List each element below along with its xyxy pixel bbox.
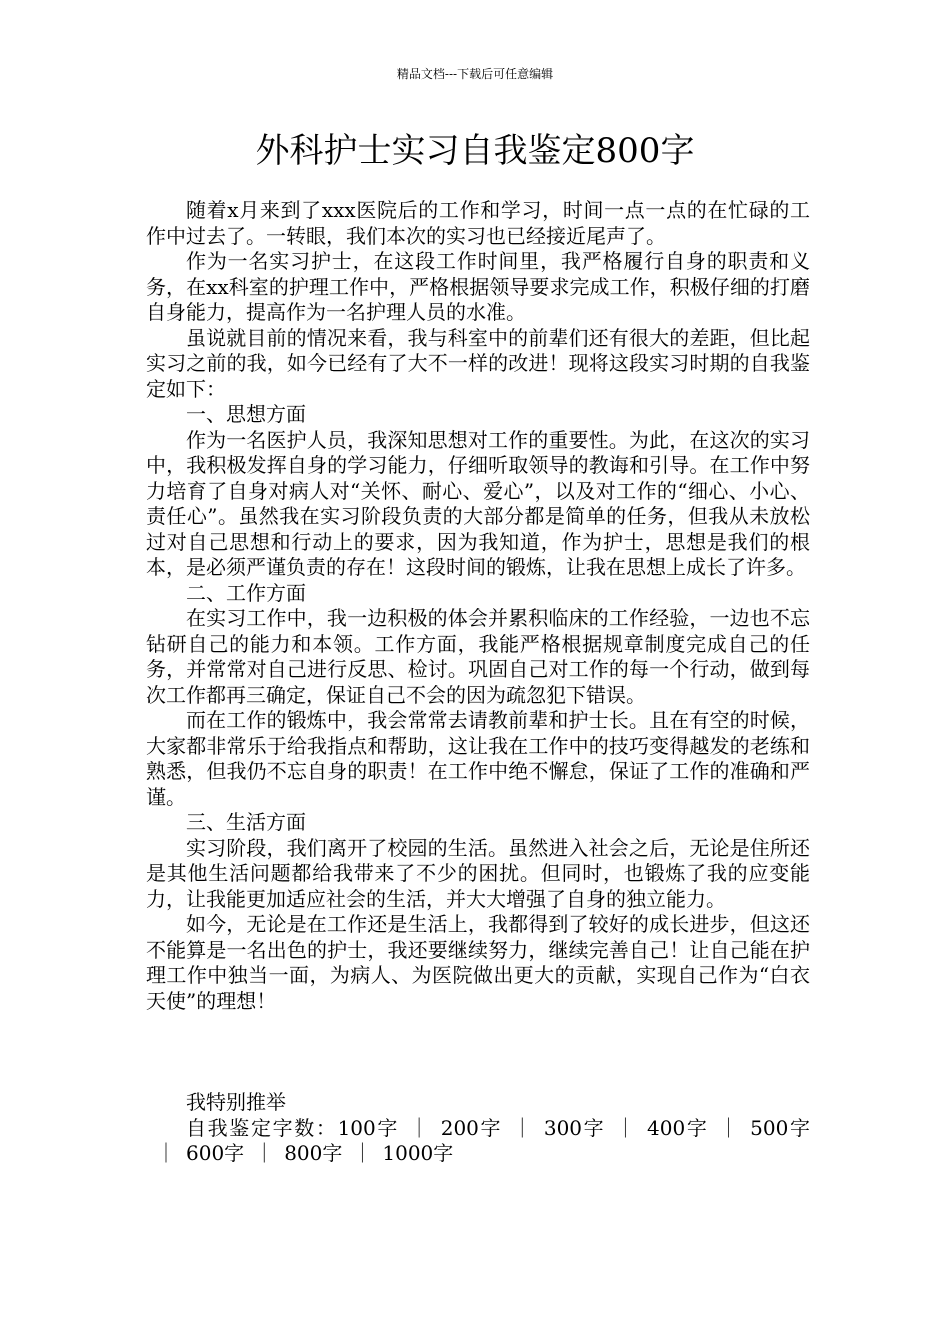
separator: ｜ (409, 1115, 431, 1140)
document-body (146, 198, 810, 1167)
section-heading-life: 三、生活方面 (186, 810, 306, 834)
link-1000[interactable]: 1000字 (382, 1141, 454, 1165)
link-100[interactable]: 100字 (337, 1115, 400, 1140)
section-heading-work: 二、工作方面 (186, 580, 306, 605)
recommend-links-line (146, 1116, 810, 1167)
paragraph-summary-lead: 虽说就目前的情况来看，我与科室中的前辈们还有很大的差距，但比起实习之前的我，如今已经有了大不一样的改进！现将这段实习时期的自我鉴定如下： (146, 325, 810, 401)
page-title: 外科护士实习自我鉴定800字 (255, 131, 695, 171)
recommend-heading: 我特别推举 (186, 1090, 286, 1114)
section-heading-thought: 一、思想方面 (186, 402, 306, 426)
paragraph-thought: 作为一名医护人员，我深知思想对工作的重要性。为此，在这次的实习中，我积极发挥自身的学习能力，仔细听取领导的教诲和引导。在工作中努力培育了自身对病人对“关怀、耐心、爱心”，以及对工作的“细心、小心、责任心”。虽然我在实习阶段负责的大部分都是简单的任务，但我从未放松过对自己思想和行动上的要求，因为我知道，作为护士，思想是我们的根本，是必须严谨负责的存在！这段时间的锻炼，让我在思想上成长了许多。 (146, 427, 810, 579)
paragraph-duties: 作为一名实习护士，在这段工作时间里，我严格履行自身的职责和义务，在xx科室的护理工作中，严格根据领导要求完成工作，积极仔细的打磨自身能力，提高作为一名护理人员的水准。 (146, 249, 810, 324)
recommend-label: 自我鉴定字数： (186, 1115, 338, 1140)
link-300[interactable]: 300字 (543, 1115, 606, 1140)
link-200[interactable]: 200字 (440, 1115, 503, 1140)
link-400[interactable]: 400字 (647, 1115, 709, 1140)
link-800[interactable]: 800字 (284, 1141, 343, 1165)
paragraph-conclusion: 如今，无论是在工作还是生活上，我都得到了较好的成长进步，但这还不能算是一名出色的护士，我还要继续努力，继续完善自己！让自己能在护理工作中独当一面，为病人、为医院做出更大的贡献，实现自己作为“白衣天使”的理想！ (146, 912, 810, 1013)
paragraph-work-2: 而在工作的锻炼中，我会常常去请教前辈和护士长。且在有空的时候，大家都非常乐于给我指点和帮助，这让我在工作中的技巧变得越发的老练和熟悉，但我仍不忘自身的职责！在工作中绝不懈怠，保证了工作的准确和严谨。 (146, 708, 810, 809)
separator: ｜ (254, 1141, 275, 1165)
separator: ｜ (352, 1141, 373, 1165)
separator: ｜ (156, 1141, 176, 1165)
section-spacer (146, 1014, 810, 1090)
separator: ｜ (512, 1115, 534, 1140)
paragraph-life: 实习阶段，我们离开了校园的生活。虽然进入社会之后，无论是住所还是其他生活问题都给我带来了不少的困扰。但同时，也锻炼了我的应变能力，让我能更加适应社会的生活，并大大增强了自身的独立能力。 (146, 835, 810, 911)
separator: ｜ (615, 1115, 637, 1140)
header-note: 精品文档---下载后可任意编辑 (396, 67, 554, 81)
link-600[interactable]: 600字 (186, 1141, 245, 1165)
paragraph-work-1: 在实习工作中，我一边积极的体会并累积临床的工作经验，一边也不忘钻研自己的能力和本领。工作方面，我能严格根据规章制度完成自己的任务，并常常对自己进行反思、检讨。巩固自己对工作的每一个行动，做到每次工作都再三确定，保证自己不会的因为疏忽犯下错误。 (146, 606, 810, 707)
link-500[interactable]: 500字 (750, 1115, 810, 1140)
separator: ｜ (718, 1115, 741, 1140)
paragraph-intro: 随着x月来到了xxx医院后的工作和学习，时间一点一点的在忙碌的工作中过去了。一转眼，我们本次的实习也已经接近尾声了。 (146, 198, 810, 248)
